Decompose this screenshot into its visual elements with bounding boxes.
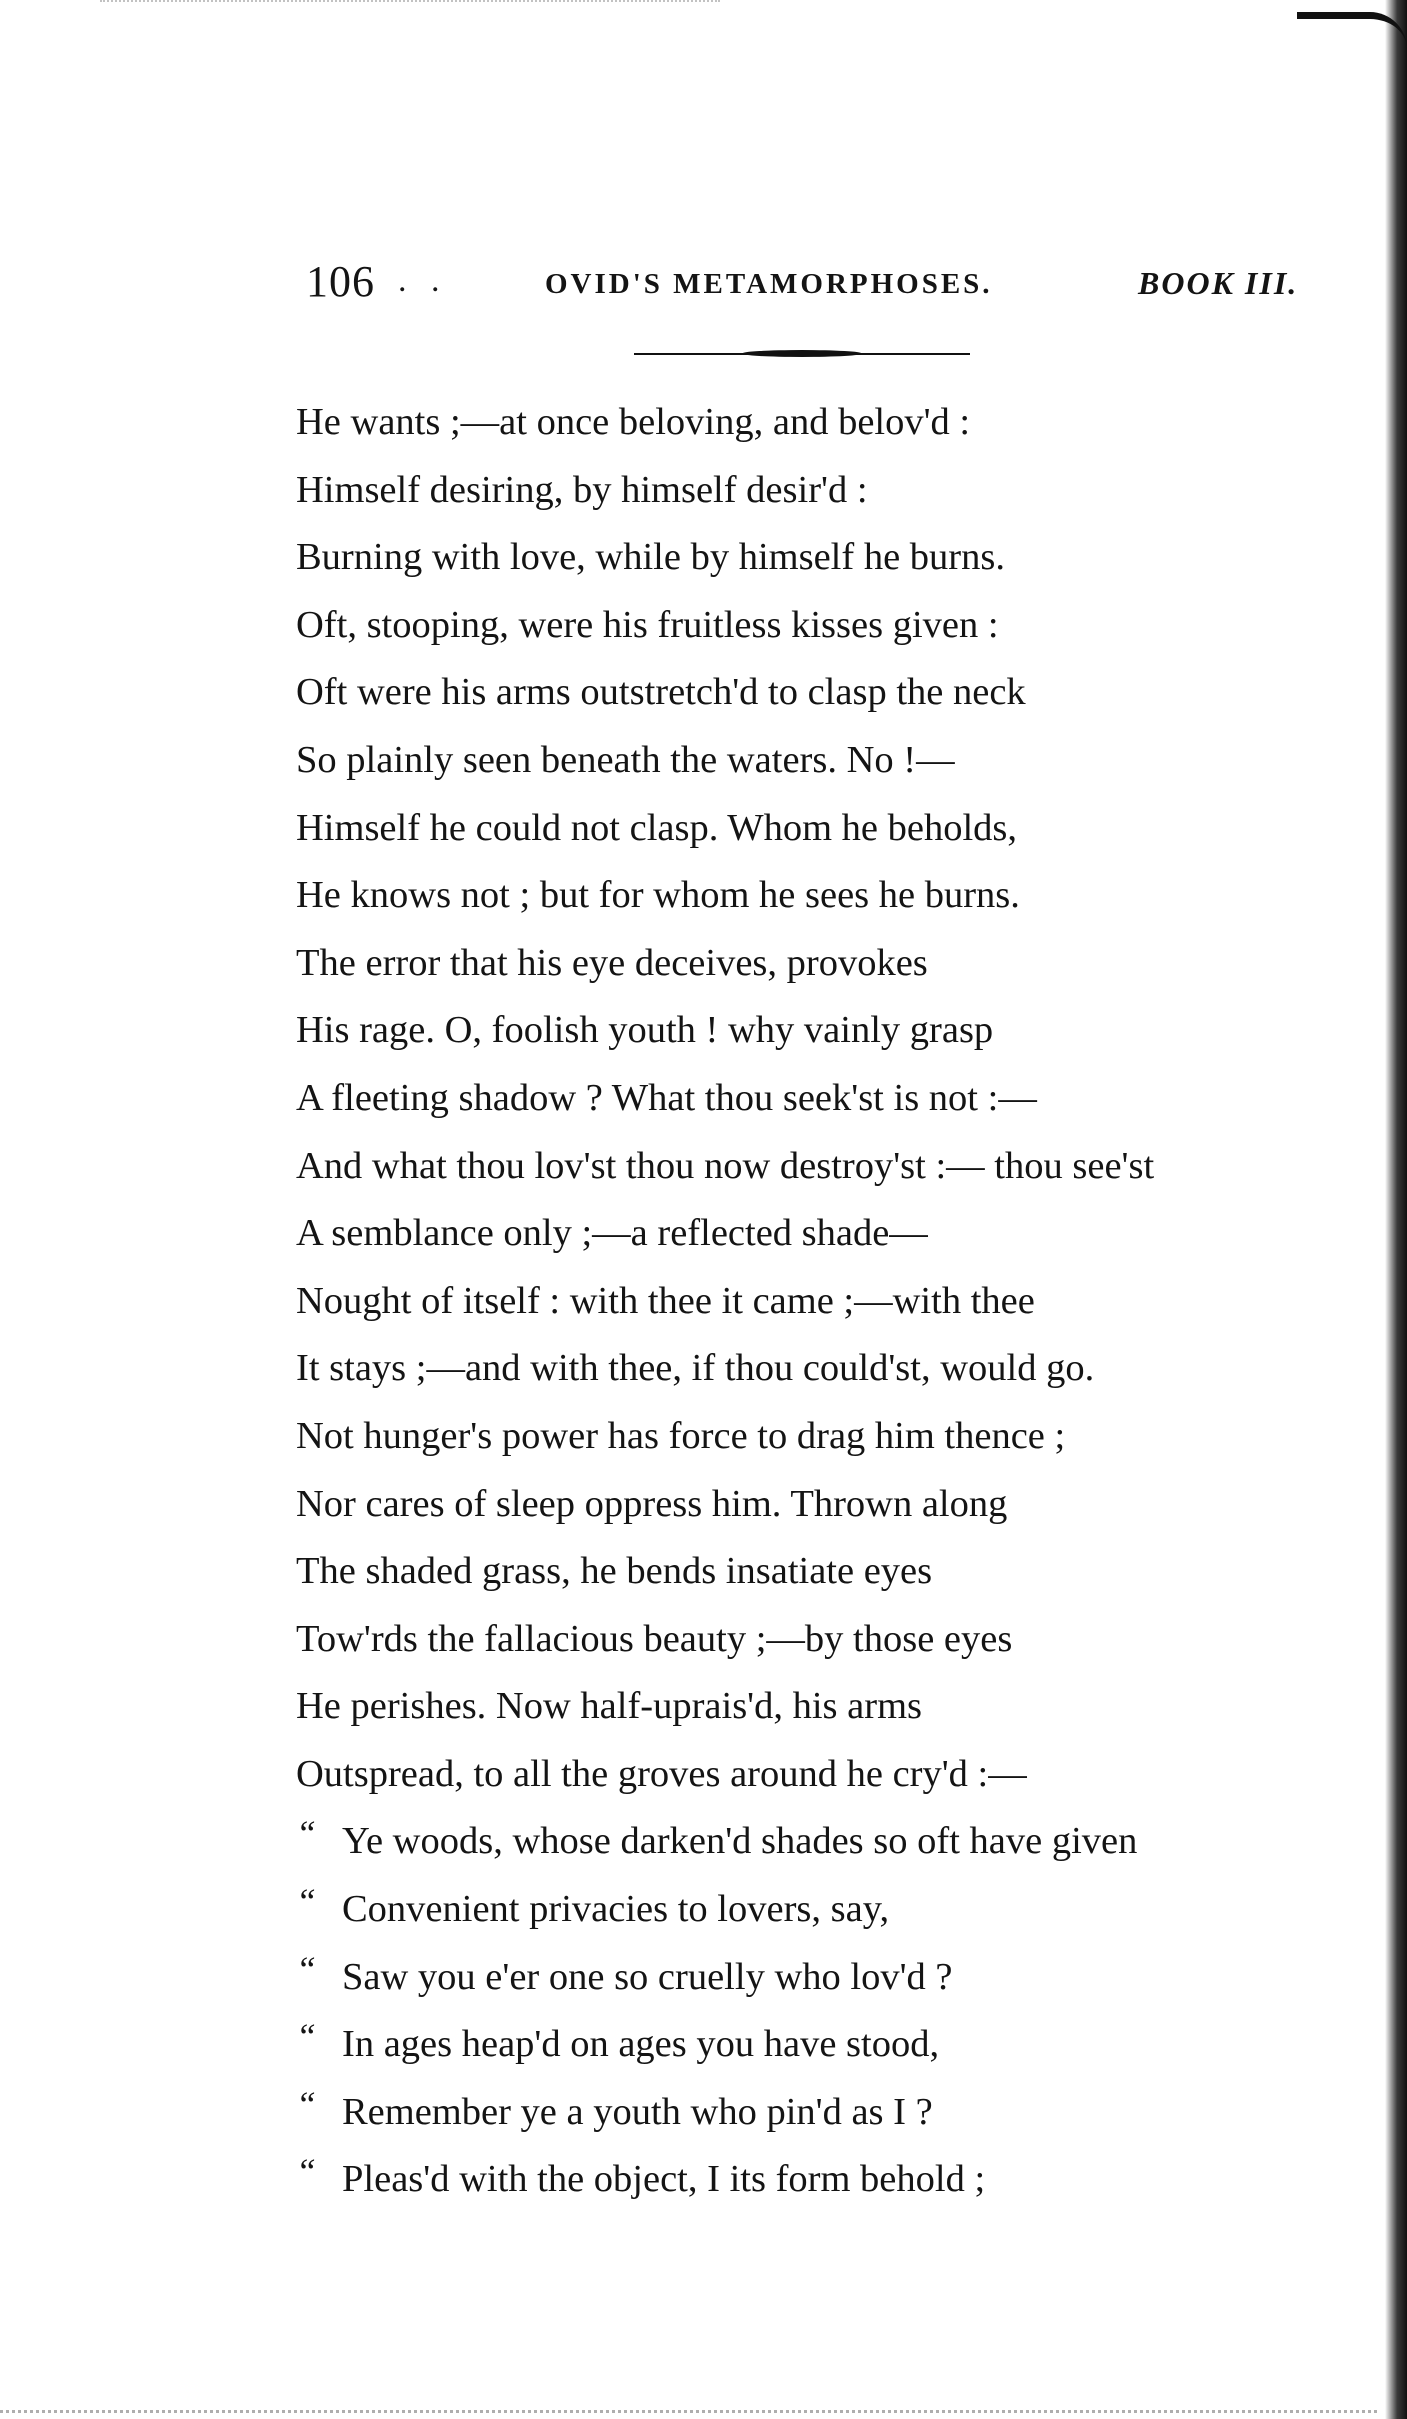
poem-text: [296, 389, 1296, 2214]
poem-line: Oft, stooping, were his fruitless kisses given :: [296, 603, 999, 646]
open-quote-mark: “: [296, 2016, 317, 2057]
poem-line: It stays ;—and with thee, if thou could'st, would go.: [296, 1347, 1095, 1390]
open-quote-mark: “: [296, 1948, 317, 1989]
poem-line: He perishes. Now half-uprais'd, his arms: [296, 1685, 923, 1728]
open-quote-mark: “: [296, 1881, 317, 1922]
quoted-line-text: Ye woods, whose darken'd shades so oft have given: [342, 1820, 1138, 1863]
book-label: BOOK III.: [1138, 265, 1299, 301]
running-title: OVID'S METAMORPHOSES.: [545, 268, 993, 300]
open-quote-mark: “: [296, 2151, 317, 2192]
quoted-line: [296, 2079, 1296, 2147]
quoted-line: [296, 1944, 1296, 2012]
poem-line: And what thou lov'st thou now destroy'st :— thou see'st: [296, 1144, 1155, 1187]
poem-line: He wants ;—at once beloving, and belov'd :: [296, 401, 971, 443]
poem-line: The shaded grass, he bends insatiate eyes: [296, 1550, 933, 1593]
top-edge-specks: [100, 0, 720, 24]
quoted-line-text: Convenient privacies to lovers, say,: [342, 1888, 890, 1931]
quoted-line: [296, 1808, 1296, 1876]
open-quote-mark: “: [296, 1813, 317, 1854]
poem-line: The error that his eye deceives, provokes: [296, 941, 928, 984]
quoted-line: [296, 1876, 1296, 1944]
poem-line: Himself desiring, by himself desir'd :: [296, 468, 868, 511]
poem-line: Himself he could not clasp. Whom he beholds,: [296, 806, 1018, 849]
poem-line: Not hunger's power has force to drag him thence ;: [296, 1414, 1066, 1457]
quoted-line-text: Pleas'd with the object, I its form behold ;: [342, 2158, 986, 2201]
quoted-line-text: Saw you e'er one so cruelly who lov'd ?: [342, 1955, 953, 1998]
poem-line: Tow'rds the fallacious beauty ;—by those eyes: [296, 1617, 1013, 1660]
page-corner-curl: [1297, 12, 1407, 49]
page-number: 106: [306, 257, 375, 306]
page-number-dots: . .: [398, 262, 448, 299]
poem-line: A fleeting shadow ? What thou seek'st is not :—: [296, 1076, 1037, 1119]
rule-swell: [742, 350, 862, 357]
poem-line: He knows not ; but for whom he sees he burns.: [296, 874, 1020, 917]
running-header: [306, 256, 1306, 316]
bottom-edge-specks: [0, 2392, 1377, 2413]
poem-line: Nor cares of sleep oppress him. Thrown along: [296, 1482, 1008, 1525]
quoted-line-text: Remember ye a youth who pin'd as I ?: [342, 2090, 933, 2133]
page-edge-shadow: [1385, 0, 1407, 2419]
quoted-line: [296, 2146, 1296, 2214]
poem-line: A semblance only ;—a reflected shade—: [296, 1212, 928, 1255]
poem-line: So plainly seen beneath the waters. No !—: [296, 738, 955, 781]
poem-line: Burning with love, while by himself he burns.: [296, 536, 1005, 579]
ornamental-rule: [634, 349, 970, 359]
quoted-line-text: In ages heap'd on ages you have stood,: [342, 2023, 940, 2066]
poem-line: Outspread, to all the groves around he cry'd :—: [296, 1752, 1027, 1795]
poem-line: His rage. O, foolish youth ! why vainly grasp: [296, 1009, 994, 1052]
open-quote-mark: “: [296, 2083, 317, 2124]
poem-line: Nought of itself : with thee it came ;—with thee: [296, 1279, 1035, 1322]
quoted-line: [296, 2011, 1296, 2079]
poem-line: Oft were his arms outstretch'd to clasp the neck: [296, 671, 1026, 714]
